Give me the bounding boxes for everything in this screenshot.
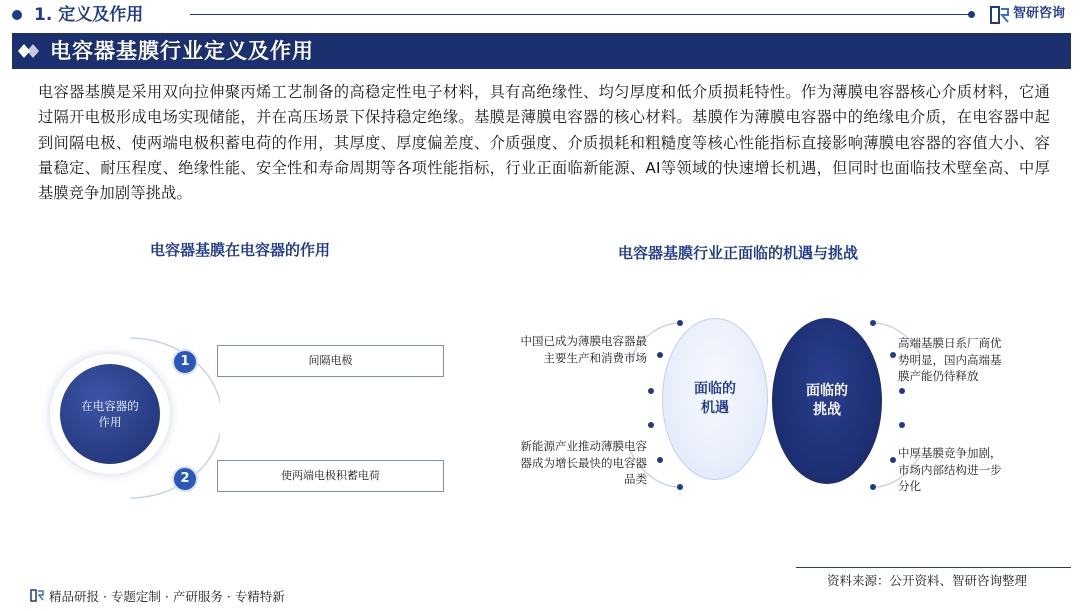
opportunity-label: 面临的机遇: [694, 381, 736, 416]
brand-name: 智研咨询: [1013, 6, 1066, 21]
brand-logo-icon: [990, 6, 1010, 24]
footer-divider: [796, 567, 1071, 568]
opportunity-item: 中国已成为薄膜电容器最主要生产和消费市场: [520, 334, 647, 365]
role-number-badge: 2: [172, 466, 198, 492]
challenge-oval: [772, 318, 882, 484]
challenge-label: 面临的挑战: [806, 383, 848, 418]
role-number-badge: 1: [172, 349, 198, 375]
challenge-item: 高端基膜日系厂商优势明显，国内高端基膜产能仍待释放: [898, 336, 1002, 383]
footer-services: 精品研报 · 专题定制 · 产研服务 · 专精特新: [49, 589, 285, 604]
page-title: 电容器基膜行业定义及作用: [50, 39, 314, 63]
right-panel-title: 电容器基膜行业正面临的机遇与挑战: [618, 244, 859, 262]
data-source: 资料来源：公开资料、智研咨询整理: [827, 573, 1028, 588]
footer-logo-icon: [30, 589, 44, 602]
role-box-separate-electrodes: 间隔电极: [217, 345, 444, 377]
opportunity-item: 新能源产业推动薄膜电容器成为增长最快的电容器品类: [520, 439, 647, 486]
section-title: 1. 定义及作用: [34, 5, 144, 25]
left-panel-title: 电容器基膜在电容器的作用: [150, 241, 331, 259]
section-divider: [190, 14, 970, 15]
section-bullet: [12, 10, 22, 20]
challenge-item: 中厚基膜竞争加剧，市场内部结构进一步分化: [898, 446, 1002, 493]
role-box-store-charge: 使两端电极积蓄电荷: [217, 460, 444, 492]
intro-paragraph: 电容器基膜是采用双向拉伸聚丙烯工艺制备的高稳定性电子材料，具有高绝缘性、均匀厚度和低介质损耗特性。作为薄膜电容器核心介质材料，它通过隔开电极形成电场实现储能，并在高压场景下保持稳定绝缘。基膜是薄膜电容器的核心材料。基膜作为薄膜电容器中的绝缘电介质，在电容器中起到间隔电极、使两端电极积蓄电荷的作用，其厚度、厚度偏差度、介质强度、介质损耗和粗糙度等核心性能指标直接影响薄膜电容器的容值大小、容量稳定、耐压程度、绝缘性能、安全性和寿命周期等各项性能指标，行业正面临新能源、AI等领域的快速增长机遇，但同时也面临技术壁垒高、中厚基膜竞争加剧等挑战。: [38, 83, 1050, 203]
divider-end-dot: [968, 11, 975, 18]
opportunity-oval: [662, 318, 768, 480]
center-circle: [60, 364, 160, 464]
diamond-icon: [18, 43, 40, 59]
center-circle-label: 在电容器的作用: [81, 399, 139, 429]
